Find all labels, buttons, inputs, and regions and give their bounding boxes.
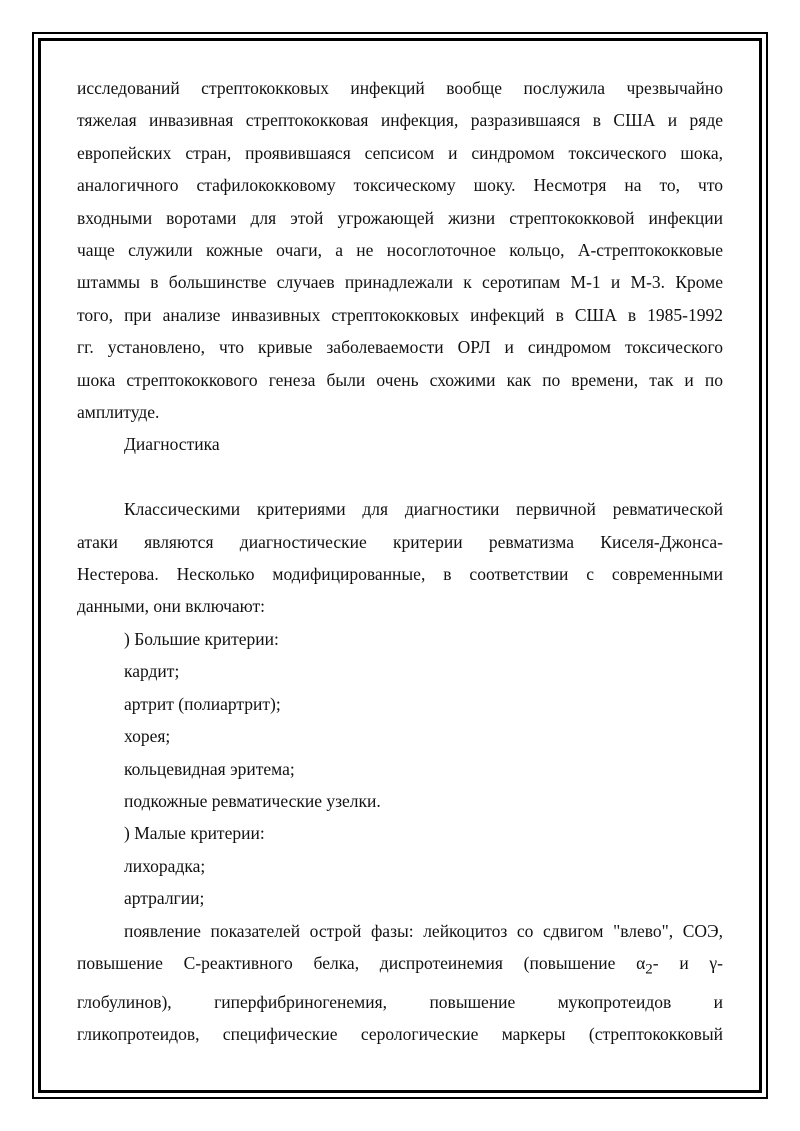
minor-criteria-title: ) Малые критерии: xyxy=(124,823,265,844)
subscript: 2 xyxy=(645,961,653,978)
text-line: штаммы в большинстве случаев принадлежали к серотипам М-1 и М-3. Кроме xyxy=(77,272,723,293)
list-item: артралгии; xyxy=(124,888,205,909)
text-segment: повышение С-реактивного белка, диспротеинемия (повышение α xyxy=(77,952,646,973)
text-line: аналогичного стафилококковому токсическому шоку. Несмотря на то, что xyxy=(77,175,723,196)
text-line xyxy=(77,947,723,986)
paragraph-criteria-intro xyxy=(77,493,723,623)
paragraph-streptococcal-infections xyxy=(77,72,723,428)
text-line: того, при анализе инвазивных стрептококковых инфекций в США в 1985-1992 xyxy=(77,304,723,325)
text-line: чаще служили кожные очаги, а не носоглоточное кольцо, А-стрептококковые xyxy=(77,240,723,261)
list-item: артрит (полиартрит); xyxy=(124,693,281,714)
text-line: тяжелая инвазивная стрептококковая инфекция, разразившаяся в США и ряде xyxy=(77,110,723,131)
major-criteria-list xyxy=(77,655,723,817)
section-heading: Диагностика xyxy=(124,434,220,455)
minor-criteria-list xyxy=(77,850,723,915)
text-line: амплитуде. xyxy=(77,402,160,423)
text-line: исследований стрептококковых инфекций вообще послужила чрезвычайно xyxy=(77,78,723,98)
list-item: кольцевидная эритема; xyxy=(124,758,295,779)
major-criteria-title: ) Большие критерии: xyxy=(124,628,279,649)
text-line: входными воротами для этой угрожающей жизни стрептококковой инфекции xyxy=(77,207,723,228)
text-line: шока стрептококкового генеза были очень схожими как по времени, так и по xyxy=(77,369,723,390)
text-segment: - и γ- xyxy=(652,952,723,973)
text-line: появление показателей острой фазы: лейкоцитоз со сдвигом "влево", СОЭ, xyxy=(124,920,723,941)
paragraph-acute-phase xyxy=(77,915,723,1051)
text-line: Классическими критериями для диагностики первичной ревматической xyxy=(124,499,723,520)
blank-line xyxy=(77,461,723,493)
text-line: данными, они включают: xyxy=(77,596,266,617)
list-item: хорея; xyxy=(124,726,171,747)
text-line: европейских стран, проявившаяся сепсисом и синдромом токсического шока, xyxy=(77,142,723,163)
text-line: гликопротеидов, специфические серологические маркеры (стрептококковый xyxy=(77,1024,723,1045)
text-line: атаки являются диагностические критерии ревматизма Киселя-Джонса- xyxy=(77,531,723,552)
text-line: глобулинов), гиперфибриногенемия, повышение мукопротеидов и xyxy=(77,991,723,1012)
text-line: Нестерова. Несколько модифицированные, в соответствии с современными xyxy=(77,564,723,585)
list-item: лихорадка; xyxy=(124,855,206,876)
text-line: гг. установлено, что кривые заболеваемости ОРЛ и синдромом токсического xyxy=(77,337,723,358)
list-item: подкожные ревматические узелки. xyxy=(124,790,381,811)
list-item: кардит; xyxy=(124,661,180,682)
document-page xyxy=(77,72,723,1051)
